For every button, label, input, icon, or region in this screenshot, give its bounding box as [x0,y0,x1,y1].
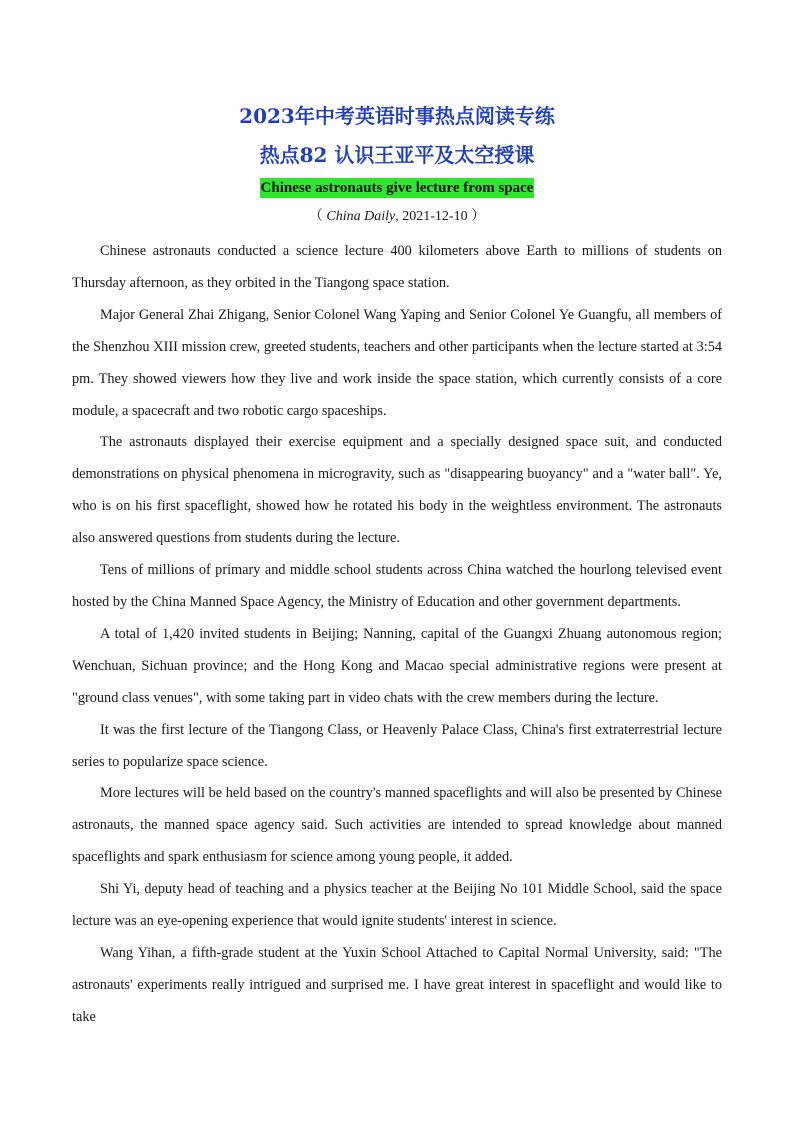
paragraph-2: Major General Zhai Zhigang, Senior Colonel Wang Yaping and Senior Colonel Ye Guangfu, all members of the Shenzhou XIII mission crew, greeted students, teachers and other participants when the lecture started at 3:54 pm. They showed viewers how they live and work inside the space station, which currently consists of a core module, a spacecraft and two robotic cargo spaceships. [72,306,722,419]
article-headline: Chinese astronauts give lecture from space [260,180,534,196]
headline-container [72,178,722,198]
paragraph-5: A total of 1,420 invited students in Beijing; Nanning, capital of the Guangxi Zhuang autonomous region; Wenchuan, Sichuan province; and the Hong Kong and Macao special administrative regions were present at "ground class venues", with some taking part in video chats with the crew members during the lecture. [72,625,722,706]
source-date: , 2021-12-10 [395,209,468,224]
paragraph-4: Tens of millions of primary and middle school students across China watched the hourlong televised event hosted by the China Manned Space Agency, the Ministry of Education and other government departments. [72,562,722,610]
article-body [72,236,722,1034]
source-close-paren: ） [471,209,486,224]
paragraph-3: The astronauts displayed their exercise equipment and a specially designed space suit, and conducted demonstrations on physical phenomena in microgravity, such as "disappearing buoyancy" and a "water ball". Ye, who is on his first spaceflight, showed how he rotated his body in the weightless environment. The astronauts also answered questions from students during the lecture. [72,434,722,547]
source-open-paren: （ [308,209,323,224]
paragraph-1: Chinese astronauts conducted a science lecture 400 kilometers above Earth to millions of students on Thursday afternoon, as they orbited in the Tiangong space station. [72,243,722,291]
document-title: 2023年中考英语时事热点阅读专练 [239,104,555,128]
document-subtitle: 热点82 认识王亚平及太空授课 [259,143,535,167]
article-source [72,208,722,226]
paragraph-6: It was the first lecture of the Tiangong Class, or Heavenly Palace Class, China's first extraterrestrial lecture series to popularize space science. [72,721,722,770]
paragraph-9: Wang Yihan, a fifth-grade student at the Yuxin School Attached to Capital Normal University, said: "The astronauts' experiments really intrigued and surprised me. I have great interest in spaceflight and would like to take [72,944,722,1025]
paragraph-8: Shi Yi, deputy head of teaching and a physics teacher at the Beijing No 101 Middle School, said the space lecture was an eye-opening experience that would ignite students' interest in science. [72,881,722,930]
source-publication: China Daily [326,209,396,224]
paragraph-7: More lectures will be held based on the country's manned spaceflights and will also be presented by Chinese astronauts, the manned space agency said. Such activities are intended to spread knowledge about manned spaceflights and spark enthusiasm for science among young people, it added. [72,785,722,866]
